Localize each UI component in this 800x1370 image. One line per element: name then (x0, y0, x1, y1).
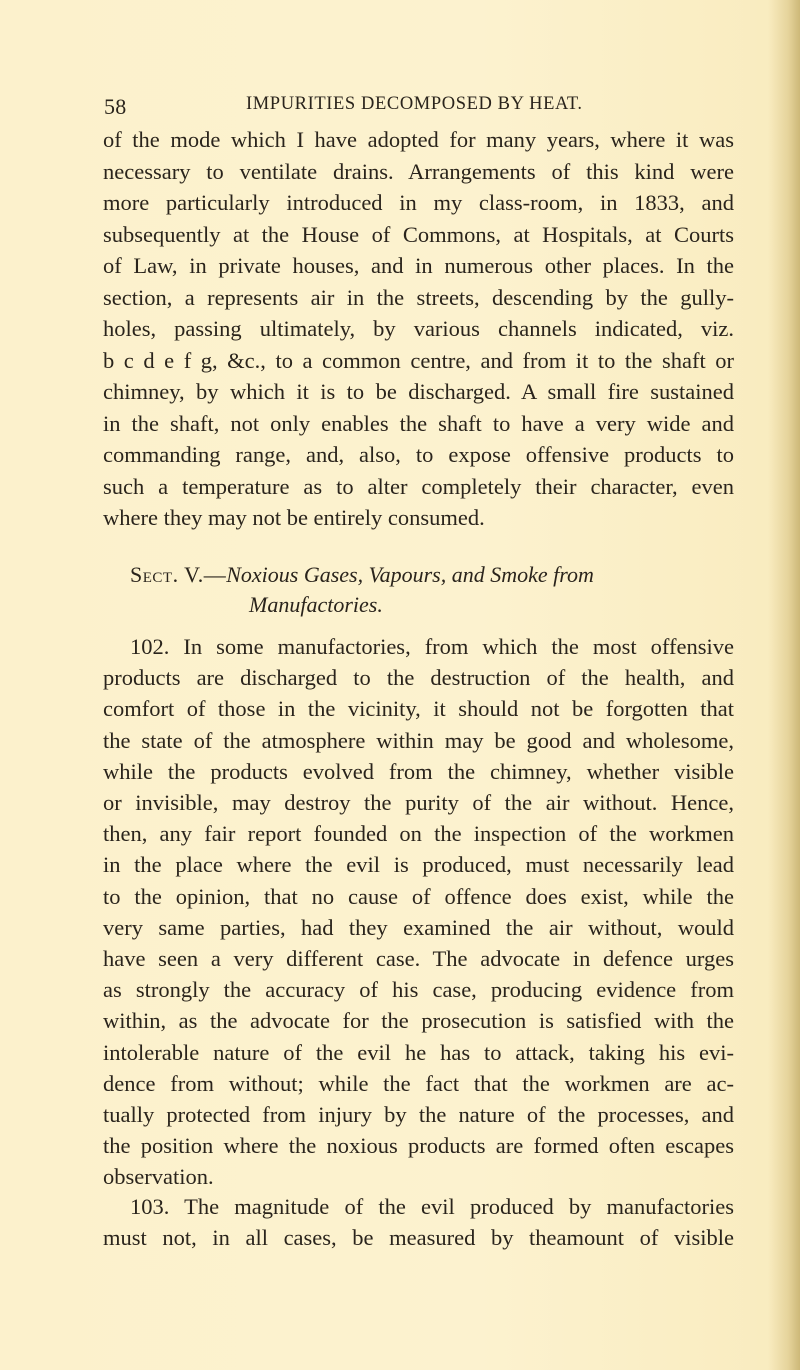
text-line: in the place where the evil is produced, must necessarily lead (103, 852, 734, 878)
text-line: products are discharged to the destruction of the health, and (103, 665, 734, 691)
text-line: the state of the atmosphere within may be good and wholesome, (103, 727, 734, 753)
text-line: the position where the noxious products are formed often escapes (103, 1133, 734, 1159)
text-line: b c d e f g, &c., to a common centre, and from it to the shaft or (103, 347, 734, 373)
running-title: IMPURITIES DECOMPOSED BY HEAT. (246, 94, 583, 114)
text-line: within, as the advocate for the prosecution is satisfied with the (103, 1008, 734, 1034)
text-line: as strongly the accuracy of his case, producing evidence from (103, 977, 734, 1003)
text-line: where they may not be entirely consumed. (103, 505, 485, 530)
section-title-line-1: Noxious Gases, Vapours, and Smoke from (226, 562, 594, 587)
text-line: such a temperature as to alter completely their character, even (103, 473, 734, 499)
text-line: dence from without; while the fact that the workmen are ac- (103, 1070, 734, 1096)
text-line: subsequently at the House of Commons, at Hospitals, at Courts (103, 221, 734, 247)
text-line: intolerable nature of the evil he has to attack, taking his evi- (103, 1039, 734, 1065)
section-heading (130, 561, 594, 589)
text-line: chimney, by which it is to be discharged. A small fire sustained (103, 379, 734, 404)
text-line: observation. (103, 1164, 214, 1190)
page-number: 58 (104, 94, 127, 119)
text-line: section, a represents air in the streets, descending by the gully- (103, 284, 734, 310)
text-line: more particularly introduced in my class-room, in 1833, and (103, 190, 734, 215)
text-line: or invisible, may destroy the purity of the air without. Hence, (103, 790, 734, 815)
text-line: of the mode which I have adopted for many years, where it was (103, 127, 734, 152)
text-line: in the shaft, not only enables the shaft to have a very wide and (103, 410, 734, 436)
text-line: then, any fair report founded on the inspection of the workmen (103, 821, 734, 847)
text-line: holes, passing ultimately, by various channels indicated, viz. (103, 316, 734, 341)
text-line: must not, in all cases, be measured by theamount of visible (103, 1225, 734, 1250)
text-line: comfort of those in the vicinity, it should not be forgotten that (103, 696, 734, 722)
text-line: have seen a very different case. The advocate in defence urges (103, 946, 734, 971)
text-line: tually protected from injury by the nature of the processes, and (103, 1102, 734, 1127)
section-label: Sect. V.— (130, 562, 227, 587)
text-line: to the opinion, that no cause of offence does exist, while the (103, 883, 734, 909)
text-line: while the products evolved from the chimney, whether visible (103, 758, 734, 784)
text-line: 102. In some manufactories, from which the most offensive (130, 634, 734, 659)
text-line: very same parties, had they examined the air without, would (103, 914, 734, 940)
text-line: 103. The magnitude of the evil produced by manufactories (130, 1194, 734, 1219)
text-line: of Law, in private houses, and in numerous other places. In the (103, 253, 734, 278)
section-title-line-2: Manufactories. (249, 592, 383, 617)
text-line: necessary to ventilate drains. Arrangements of this kind were (103, 158, 734, 184)
text-line: commanding range, and, also, to expose offensive products to (103, 442, 734, 467)
